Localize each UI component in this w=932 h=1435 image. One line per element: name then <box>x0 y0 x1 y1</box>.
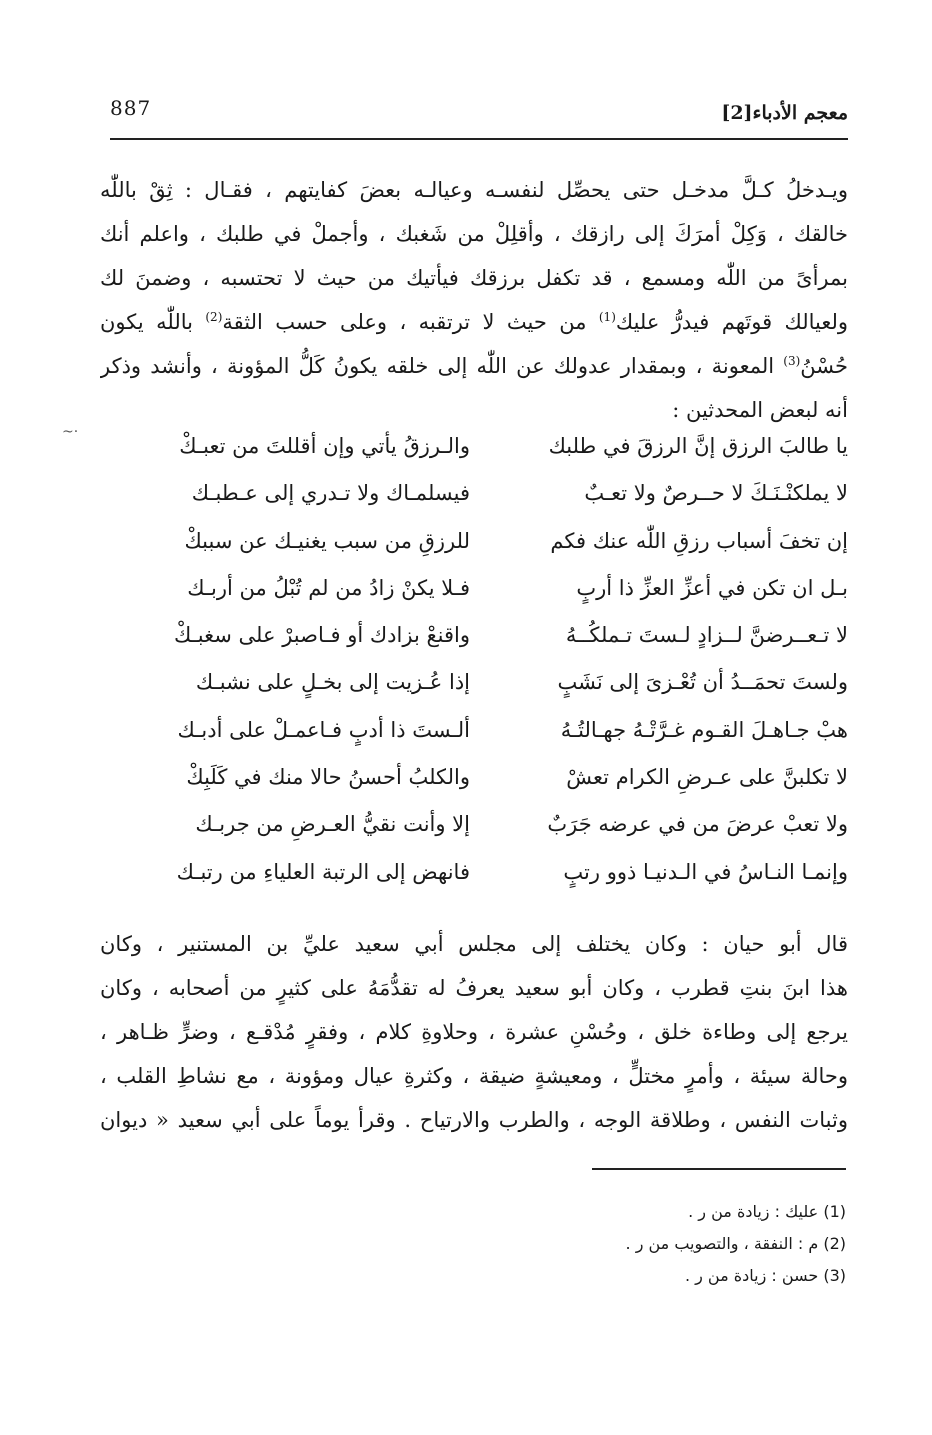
line-4-part-b: من حيث لا ترتقبه ، وعلى حسب الثقة <box>222 310 599 334</box>
verse-second-hemistich: فانهض إلى الرتبة العلياءِ من رتبـك <box>176 859 470 884</box>
verse <box>110 765 848 812</box>
paragraph-1-line-3: بمرأىً من اللّٰه ومسمع ، قد تكفل برزقك فيأتيك من حيث لا تحتسبه ، وضمنَ لك <box>100 266 848 290</box>
verse-first-hemistich: يا طالبَ الرزق إنَّ الرزقَ في طلبك <box>548 434 848 458</box>
verse-second-hemistich: ألـستَ ذا أدبٍ فـاعمـلْ على أدبـك <box>177 717 470 742</box>
footnotes <box>400 1196 846 1292</box>
paragraph-1 <box>100 168 848 432</box>
footnote-ref-3[interactable]: (3) <box>783 354 801 368</box>
paragraph-1-line-4 <box>100 300 848 344</box>
verse <box>110 623 848 670</box>
verse <box>110 434 848 481</box>
verse <box>110 576 848 623</box>
verse-second-hemistich: فـلا يكنْ زادُ من لم تُبْلُ من أربـك <box>187 575 470 600</box>
margin-mark: ~· <box>62 424 79 440</box>
footnote-rule <box>592 1168 846 1170</box>
verse-first-hemistich: لا تكلبنَّ على عـرضِ الكرام تعشْ <box>566 765 848 790</box>
verse <box>110 481 848 528</box>
paragraph-2 <box>100 922 848 1142</box>
verse-first-hemistich: إن تخفَ أسباب رزقِ اللّٰه عنك فكم <box>550 528 848 553</box>
verse-first-hemistich: ولستَ تحمَــدُ أن تُعْـزىَ إلى نَشَبٍ <box>557 670 848 695</box>
paragraph-1-line-5 <box>100 344 848 388</box>
verse <box>110 529 848 576</box>
page-header <box>110 96 848 132</box>
verse <box>110 860 848 907</box>
footnote-3: (3) حسن : زيادة من ر . <box>684 1266 846 1285</box>
paragraph-1-line-1: ويـدخلُ كـلَّ مدخـل حتى يحصِّل لنفسـه وعيالـه بعضَ كفايتهم ، فقـال : ثِقْ باللّٰه <box>100 178 848 202</box>
verse-second-hemistich: والكلبُ أحسنُ حالا منك في كَلَبِكْ <box>186 765 470 790</box>
verse-first-hemistich: وإنمـا النـاسُ في الـدنيـا ذوو رتبٍ <box>563 859 848 884</box>
paragraph-2-line-2: هذا ابنَ بنتِ قطرب ، وكان أبو سعيد يعرفُ له تقدُّمَهُ على كثيرٍ من أصحابه ، وكان <box>100 976 848 1000</box>
verse <box>110 718 848 765</box>
verse-second-hemistich: إذا عُـزيت إلى بخـلٍ على نشبـك <box>195 670 470 695</box>
verse-first-hemistich: لا يملكنْـنَـكَ لا حــرصٌ ولا تعـبٌ <box>584 481 848 506</box>
line-4-part-a: ولعيالك قوتَهم فيدرُّ عليك <box>615 310 848 334</box>
footnote-2: (2) م : النفقة ، والتصويب من ر . <box>625 1234 846 1253</box>
page-number: 887 <box>110 96 152 120</box>
paragraph-1-line-2: خالقك ، وَكِلْ أمرَكَ إلى رازقك ، وأقلِلْ من شَغبك ، وأجملْ في طلبك ، واعلم أنك <box>100 222 848 246</box>
verse-first-hemistich: بـل ان تكن في أعزِّ العزِّ ذا أربٍ <box>576 575 848 600</box>
verse-second-hemistich: للرزقِ من سبب يغنيـك عن سببكْ <box>184 528 470 553</box>
paragraph-2-line-4: وحالة سيئة ، وأمرٍ مختلٍّ ، ومعيشةٍ ضيقة ، وكثرةِ عيال ومؤونة ، مع نشاطِ القلب ، <box>100 1064 848 1088</box>
header-rule <box>110 138 848 140</box>
verse-second-hemistich: واقنعْ بزادك أو فـاصبرْ على سغبـكْ <box>173 623 470 648</box>
verse <box>110 812 848 859</box>
verse-second-hemistich: إلا وأنت نقيُّ العـرضِ من جربـك <box>195 812 470 837</box>
verse-second-hemistich: والـرزقُ يأتي وإن أقللتَ من تعبـكْ <box>179 434 470 458</box>
verse-second-hemistich: فيسلمـاك ولا تـدري إلى عـطبـك <box>191 481 470 506</box>
paragraph-2-line-1: قال أبو حيان : وكان يختلف إلى مجلس أبي سعيد عليِّ بن المستنير ، وكان <box>100 932 848 956</box>
poem <box>110 434 848 907</box>
line-4-part-c: باللّٰه يكون <box>100 310 206 334</box>
footnote-1: (1) عليك : زيادة من ر . <box>688 1202 846 1221</box>
footnote-ref-2[interactable]: (2) <box>205 310 223 324</box>
verse <box>110 670 848 717</box>
verse-first-hemistich: لا تـعــرضنَّ لــزادٍ لـستَ تـملكُــهُ <box>565 623 848 648</box>
line-5-part-a: حُسْنُ <box>800 354 848 378</box>
paragraph-1-line-6: أنه لبعض المحدثين : <box>672 398 848 422</box>
paragraph-2-line-5: وثبات النفس ، وطلاقة الوجه ، والطرب والارتياح . وقرأ يوماً على أبي سعيد « ديوان <box>100 1108 848 1132</box>
paragraph-2-line-3: يرجع إلى وطاءة خلق ، وحُسْنِ عشرة ، وحلاوةِ كلام ، وفقرٍ مُدْقـع ، وضرٍّ ظـاهر ، <box>100 1020 848 1044</box>
running-title: معجم الأدباء[2] <box>721 102 848 124</box>
verse-first-hemistich: هبْ جـاهـلَ القـوم غـرَّتْـهُ جهـالتُـهُ <box>560 717 848 742</box>
line-5-part-b: المعونة ، وبمقدار عدولك عن اللّٰه إلى خلقه يكونُ كَلُّ المؤونة ، وأنشد وذكر <box>100 354 784 378</box>
footnote-ref-1[interactable]: (1) <box>598 310 616 324</box>
verse-first-hemistich: ولا تعبْ عرضَ من في عرضه جَرَبٌ <box>547 812 848 837</box>
